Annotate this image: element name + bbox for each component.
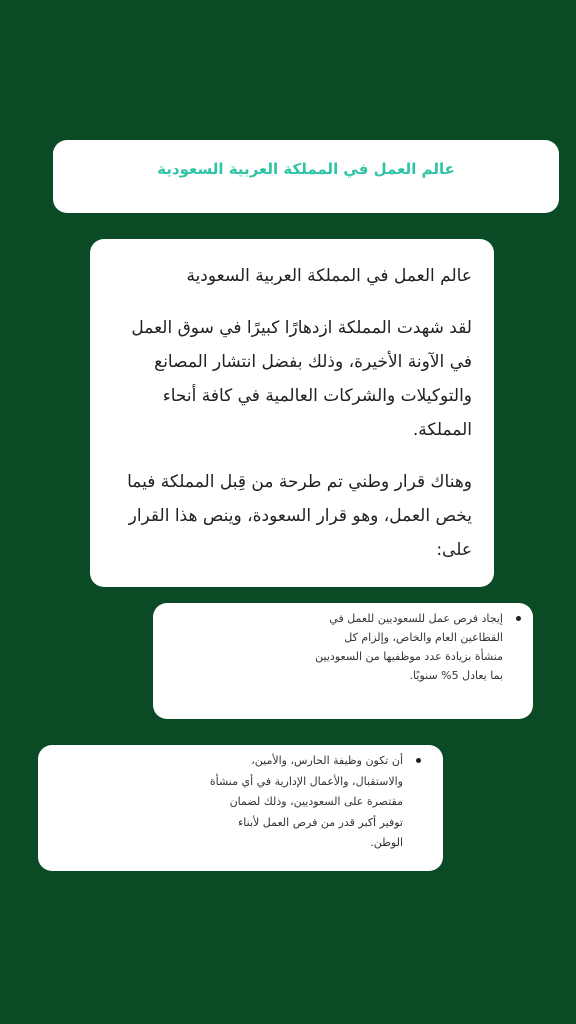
- bullet-text-1: إيجاد فرص عمل للسعوديين للعمل في القطاعين العام والخاص، وإلزام كل منشأة بزيادة عدد موظفيها من السعوديين بما يعادل 5% سنويًا.: [315, 612, 503, 682]
- main-content-card: [90, 239, 494, 587]
- title-card: [53, 140, 559, 213]
- bullet-dot-icon: [516, 616, 521, 621]
- page-title: عالم العمل في المملكة العربية السعودية: [157, 160, 455, 178]
- bullet-dot-icon: [416, 758, 421, 763]
- content-paragraph-2: وهناك قرار وطني تم طرحة من قِبل المملكة فيما يخص العمل، وهو قرار السعودة، وينص هذا القرار على:: [127, 472, 472, 560]
- bullet-item-2: [203, 751, 403, 854]
- bullet-text-2: أن تكون وظيفة الحارس، والأمين، والاستقبال، والأعمال الإدارية في أي منشأة مقتصرة على السعوديين، وذلك لضمان توفير أكبر قدر من فرص العمل لأبناء الوطن.: [209, 754, 403, 849]
- content-paragraph-1: لقد شهدت المملكة ازدهارًا كبيرًا في سوق العمل في الآونة الأخيرة، وذلك بفضل انتشار المصانع والتوكيلات والشركات العالمية في كافة أنحاء المملكة.: [131, 318, 472, 440]
- bullet-card-1: [153, 603, 533, 719]
- bullet-item-1: [313, 609, 503, 685]
- content-heading: عالم العمل في المملكة العربية السعودية: [186, 266, 472, 286]
- bullet-card-2: [38, 745, 443, 871]
